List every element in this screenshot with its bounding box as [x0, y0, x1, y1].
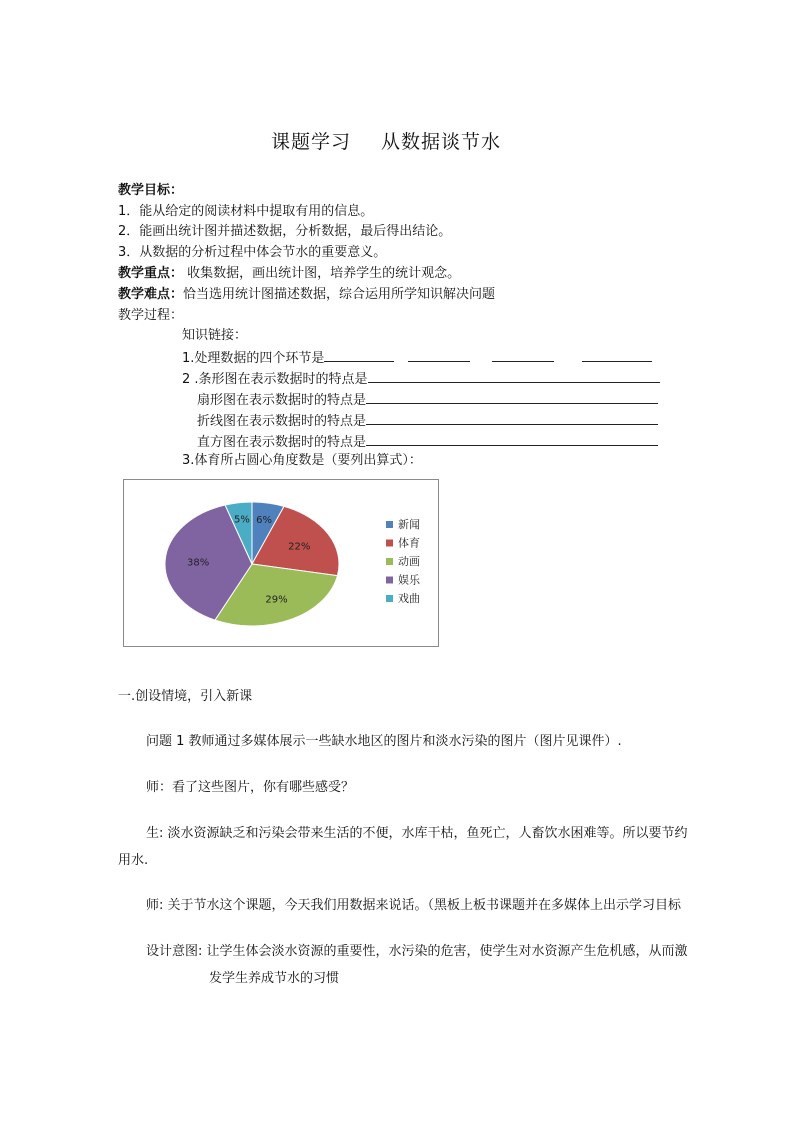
knowledge-q1-text: 1.处理数据的四个环节是 [182, 351, 325, 366]
pie-data-label-5: 5% [233, 514, 250, 526]
answer-blank[interactable] [368, 369, 660, 383]
key-point-text: 收集数据，画出统计图，培养学生的统计观念。 [183, 266, 461, 281]
objective-item-1: 1．能从给定的阅读材料中提取有用的信息。 [118, 204, 374, 219]
process-label: 教学过程： [118, 308, 184, 323]
pie-data-label-1: 6% [256, 514, 273, 526]
key-point [118, 265, 460, 283]
answer-blank[interactable] [366, 432, 658, 446]
knowledge-q2-text: 2 .条形图在表示数据时的特点是 [182, 372, 368, 387]
section1-p3a: 生: 淡水资源缺乏和污染会带来生活的不便，水库干枯，鱼死亡，人畜饮水困难等。所以要节约 [146, 826, 688, 841]
difficulty-label: 教学难点： [118, 287, 184, 302]
legend-swatch-3 [386, 558, 393, 565]
objective-item-3: 3．从数据的分析过程中体会节水的重要意义。 [118, 245, 387, 260]
legend-swatch-2 [386, 540, 393, 547]
legend-label-4: 娱乐 [398, 573, 420, 587]
knowledge-q2b-text: 扇形图在表示数据时的特点是 [197, 393, 367, 408]
key-point-label: 教学重点： [118, 266, 184, 281]
answer-blank[interactable] [582, 348, 652, 362]
answer-blank[interactable] [324, 348, 394, 362]
legend-swatch-4 [386, 577, 393, 584]
section1-p4: 师: 关于节水这个课题，今天我们用数据来说话。（黑板上板书课题并在多媒体上出示学习目标 [146, 898, 682, 913]
knowledge-q2c [197, 411, 658, 431]
page-title [271, 127, 501, 154]
answer-blank[interactable] [492, 348, 554, 362]
legend-label-1: 新闻 [398, 518, 420, 531]
objective-item-2: 2．能画出统计图并描述数据，分析数据，最后得出结论。 [118, 224, 452, 239]
legend-swatch-1 [386, 521, 393, 528]
section1-p5a: 设计意图: 让学生体会淡水资源的重要性，水污染的危害，使学生对水资源产生危机感，从而激 [146, 944, 688, 959]
title-part2: 从数据谈节水 [381, 131, 502, 153]
section1-heading: 一.创设情境，引入新课 [118, 689, 253, 704]
section1-p5b: 发学生养成节水的习惯 [209, 971, 340, 986]
objectives-heading: 教学目标： [118, 183, 184, 198]
answer-blank[interactable] [408, 348, 470, 362]
difficulty-text: 恰当选用统计图描述数据，综合运用所学知识解决问题 [183, 287, 496, 302]
legend-swatch-5 [386, 595, 393, 602]
answer-blank[interactable] [366, 411, 658, 425]
knowledge-q1 [182, 348, 652, 368]
pie-chart [123, 479, 439, 647]
legend-label-5: 戏曲 [398, 592, 420, 605]
knowledge-q2d-text: 直方图在表示数据时的特点是 [197, 435, 367, 450]
knowledge-q2b [197, 390, 658, 410]
difficulty [118, 286, 495, 304]
legend-label-2: 体育 [398, 536, 420, 550]
title-part1: 课题学习 [271, 131, 352, 153]
legend-label-3: 动画 [398, 555, 420, 568]
answer-blank[interactable] [366, 390, 658, 404]
pie-chart-svg [124, 480, 440, 648]
pie-data-label-2: 22% [288, 541, 311, 553]
pie-data-label-4: 38% [187, 557, 210, 569]
knowledge-q3: 3.体育所占圆心角度数是（要列出算式）： [182, 453, 422, 468]
section1-p3b: 用水. [118, 853, 149, 868]
section1-p1: 问题 1 教师通过多媒体展示一些缺水地区的图片和淡水污染的图片（图片见课件）. [146, 734, 622, 749]
pie-data-label-3: 29% [265, 594, 288, 606]
knowledge-q2c-text: 折线图在表示数据时的特点是 [197, 414, 367, 429]
knowledge-q2 [182, 369, 660, 389]
knowledge-heading: 知识链接： [182, 328, 248, 343]
knowledge-q2d [197, 432, 658, 452]
section1-p2: 师：看了这些图片，你有哪些感受？ [146, 780, 355, 795]
